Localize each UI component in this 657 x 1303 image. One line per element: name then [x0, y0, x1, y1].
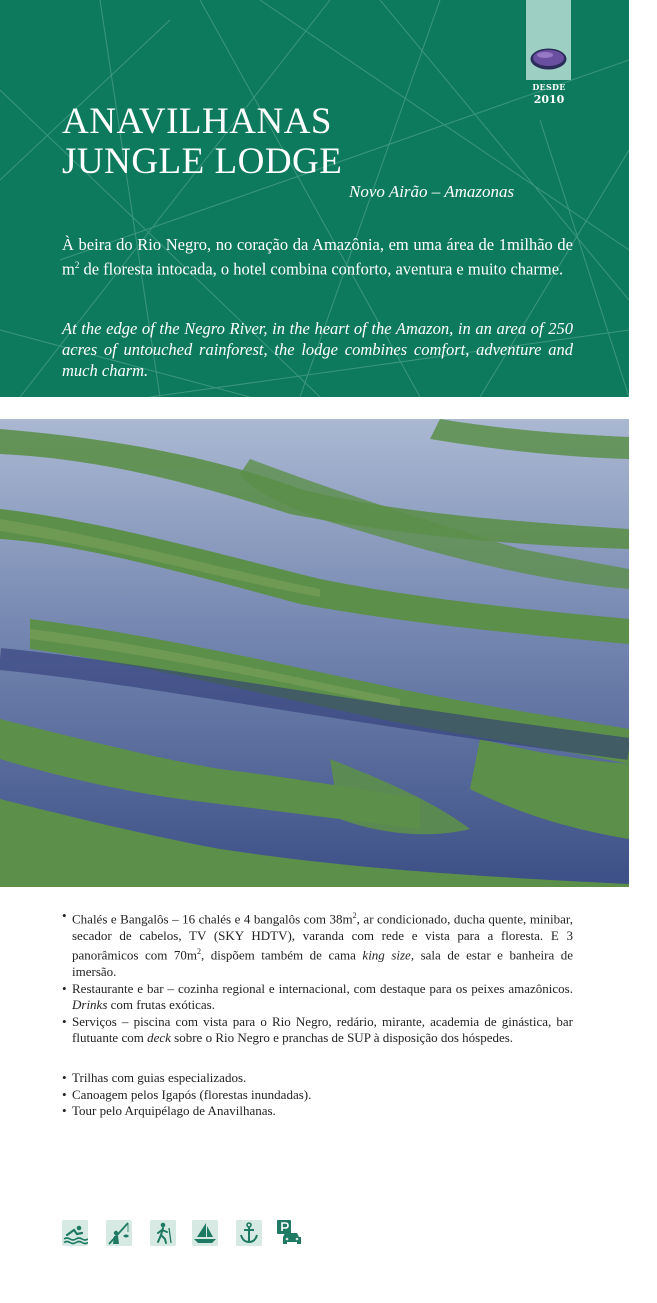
swimming-icon [62, 1220, 88, 1246]
description-english: At the edge of the Negro River, in the heart of the Amazon, in an area of 250 acres of untouched rainforest, the lodge combines comfort, adventure and much charm. [62, 319, 573, 380]
list-text: Serviços – piscina com vista para o Rio Negro, redário, mirante, academia de ginástica, bar flutuante com [72, 1013, 573, 1046]
title-line-1: ANAVILHANAS [62, 101, 332, 142]
since-year: 2010 [533, 93, 565, 106]
activities-list [62, 1070, 573, 1120]
boat-icon [192, 1220, 218, 1246]
since-badge [526, 0, 571, 80]
since-label: DESDE [532, 82, 566, 92]
hiking-icon [150, 1220, 176, 1246]
fishing-icon [106, 1220, 132, 1246]
list-item [62, 981, 573, 1014]
list-text: , ar condicionado, ducha quente, minibar, secador de cabelos, TV (SKY HDTV), varanda com rede e vista para a floresta. E 3 panorâmicos com 70m [72, 911, 573, 963]
list-text-italic: Drinks [72, 997, 108, 1013]
amenities-list [62, 908, 573, 1047]
superscript: 2 [196, 947, 201, 957]
description-pt-text: de floresta intocada, o hotel combina conforto, aventura e muito charme. [79, 259, 564, 279]
aerial-photo [0, 419, 629, 887]
list-item [62, 1014, 573, 1047]
superscript: 2 [74, 260, 80, 270]
superscript: 2 [352, 911, 357, 920]
list-text: Restaurante e bar – cozinha regional e internacional, com destaque para os peixes amazônicos. [72, 980, 573, 996]
list-item: • Canoagem pelos Igapós (florestas inundadas). [62, 1087, 573, 1104]
lodge-logo-icon [530, 48, 567, 70]
location-subtitle: Novo Airão – Amazonas [349, 182, 515, 201]
anchor-icon [236, 1220, 262, 1246]
list-item: • Trilhas com guias especializados. [62, 1070, 573, 1087]
list-item [62, 908, 573, 981]
list-item: • Tour pelo Arquipélago de Anavilhanas. [62, 1103, 573, 1120]
list-text: sobre o Rio Negro e pranchas de SUP à disposição dos hóspedes. [170, 1030, 514, 1046]
list-text: , dispõem também de cama [200, 947, 363, 963]
list-text: Chalés e Bangalôs – 16 chalés e 4 bangalôs com 38m [72, 911, 353, 927]
page-title [62, 102, 342, 182]
title-line-2: JUNGLE LODGE [62, 141, 343, 182]
description-pt-text: À beira do Rio Negro, no coração da Amazônia, em uma área de 1milhão de m [62, 235, 573, 279]
list-text: sala de estar e banheira de imersão. [72, 947, 573, 980]
list-text: com frutas exóticas. [107, 997, 215, 1013]
parking-icon [277, 1220, 303, 1246]
description-portuguese [62, 234, 573, 280]
list-text-italic: deck [147, 1030, 171, 1046]
header-banner [0, 0, 629, 397]
list-text-italic: king size, [362, 947, 415, 963]
